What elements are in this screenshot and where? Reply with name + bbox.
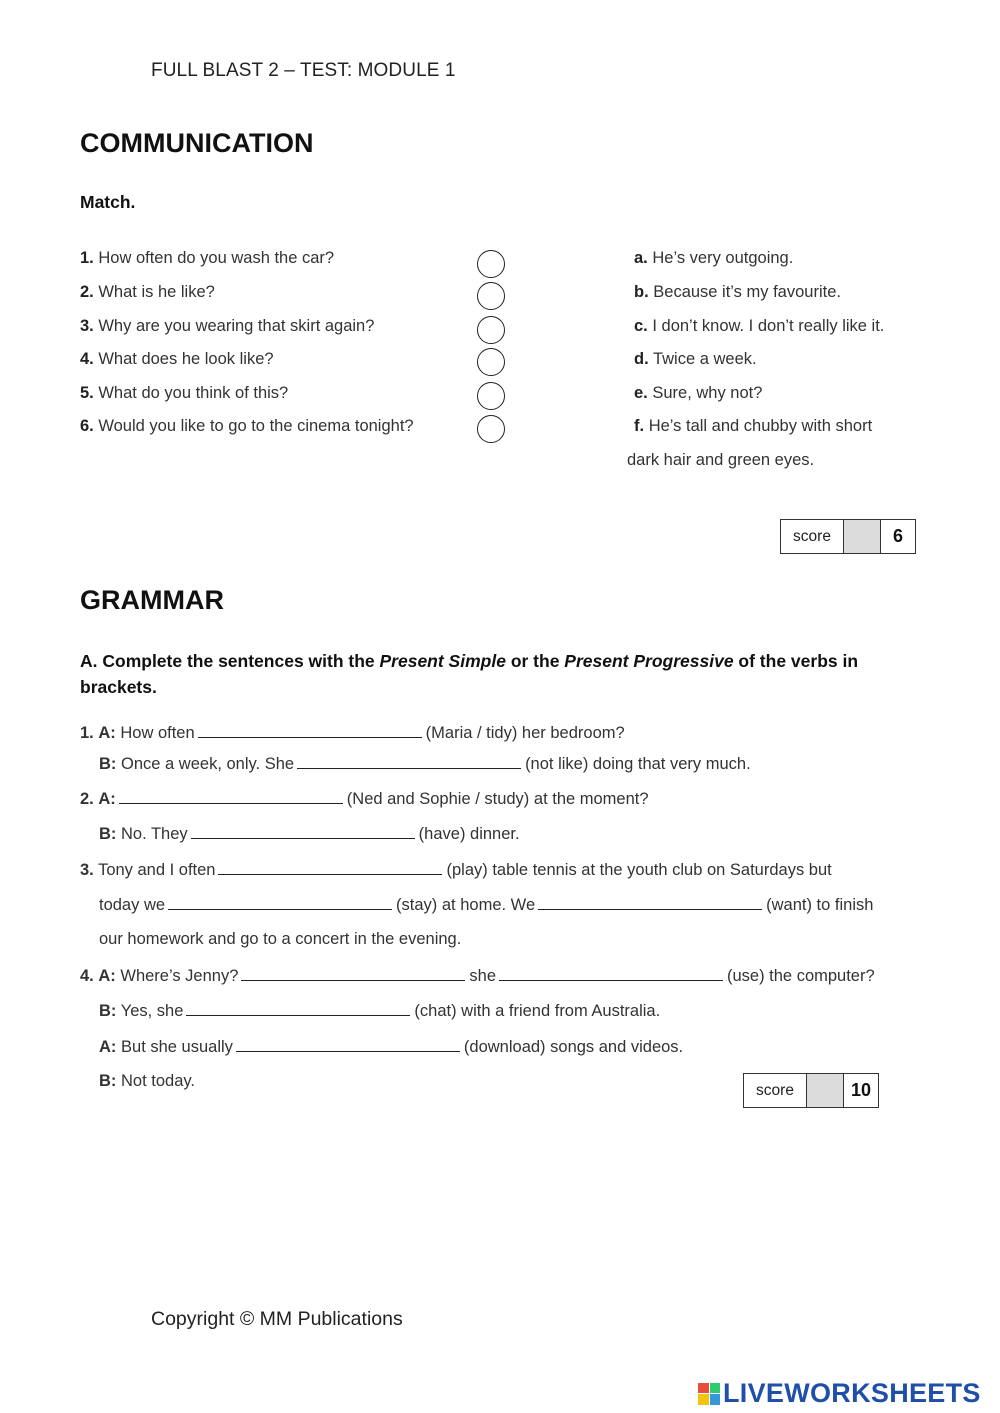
score-label: score (781, 520, 844, 553)
question-5: 5. What do you think of this? (80, 384, 289, 402)
liveworksheets-icon (698, 1383, 720, 1405)
question-2: 2. What is he like? (80, 283, 215, 301)
grammar-line-3: 2. A: (Ned and Sophie / study) at the moment? (80, 790, 649, 808)
blank-5[interactable] (218, 860, 442, 875)
grammar-instruction: A. Complete the sentences with the Present Simple or the Present Progressive of the verbs in brackets. (80, 651, 859, 697)
answer-d: d. Twice a week. (634, 350, 757, 368)
answer-circle-4[interactable] (477, 348, 505, 376)
blank-10[interactable] (186, 1001, 410, 1016)
grammar-line-7: our homework and go to a concert in the evening. (99, 930, 462, 948)
answer-f: f. He’s tall and chubby with short (634, 417, 873, 435)
match-instruction: Match. (80, 192, 136, 212)
answer-circle-2[interactable] (477, 282, 505, 310)
grammar-line-5: 3. Tony and I often (play) table tennis at the youth club on Saturdays but (80, 861, 832, 879)
answer-circle-3[interactable] (477, 316, 505, 344)
communication-score-box (780, 519, 916, 554)
answer-e: e. Sure, why not? (634, 384, 763, 402)
blank-1[interactable] (198, 723, 422, 738)
score-label: score (744, 1074, 807, 1107)
answer-circle-6[interactable] (477, 415, 505, 443)
question-4: 4. What does he look like? (80, 350, 274, 368)
blank-2[interactable] (297, 754, 521, 769)
grammar-title: GRAMMAR (80, 585, 224, 615)
answer-f-continued: dark hair and green eyes. (627, 451, 815, 469)
copyright: Copyright © MM Publications (151, 1308, 403, 1330)
liveworksheets-wordmark: LIVEWORKSHEETS (723, 1378, 981, 1408)
answer-circle-1[interactable] (477, 250, 505, 278)
blank-9[interactable] (499, 966, 723, 981)
score-max: 10 (850, 1080, 872, 1100)
score-max: 6 (892, 526, 903, 546)
blank-11[interactable] (236, 1037, 460, 1052)
grammar-line-1: 1. A: How often (Maria / tidy) her bedroom? (80, 724, 625, 742)
score-input[interactable] (844, 520, 881, 553)
grammar-line-11: B: Not today. (99, 1072, 195, 1090)
grammar-line-8: 4. A: Where’s Jenny? she (use) the computer? (80, 967, 875, 985)
blank-4[interactable] (191, 824, 415, 839)
test-header: FULL BLAST 2 – TEST: MODULE 1 (151, 60, 456, 81)
grammar-line-6: today we (stay) at home. We (want) to finish (99, 896, 874, 914)
blank-6[interactable] (168, 895, 392, 910)
answer-b: b. Because it’s my favourite. (634, 283, 841, 301)
grammar-line-9: B: Yes, she (chat) with a friend from Australia. (99, 1002, 661, 1020)
grammar-line-10: A: But she usually (download) songs and videos. (99, 1038, 684, 1056)
blank-7[interactable] (538, 895, 762, 910)
blank-3[interactable] (119, 789, 343, 804)
question-1: 1. How often do you wash the car? (80, 249, 335, 267)
grammar-line-4: B: No. They (have) dinner. (99, 825, 520, 843)
question-6: 6. Would you like to go to the cinema tonight? (80, 417, 414, 435)
grammar-line-2: B: Once a week, only. She (not like) doing that very much. (99, 755, 751, 773)
answer-circle-5[interactable] (477, 382, 505, 410)
grammar-score-box (743, 1073, 879, 1108)
liveworksheets-logo (698, 1378, 981, 1409)
answer-c: c. I don’t know. I don’t really like it. (634, 317, 885, 335)
score-input[interactable] (807, 1074, 844, 1107)
communication-title: COMMUNICATION (80, 128, 314, 158)
answer-a: a. He’s very outgoing. (634, 249, 794, 267)
blank-8[interactable] (241, 966, 465, 981)
question-3: 3. Why are you wearing that skirt again? (80, 317, 375, 335)
